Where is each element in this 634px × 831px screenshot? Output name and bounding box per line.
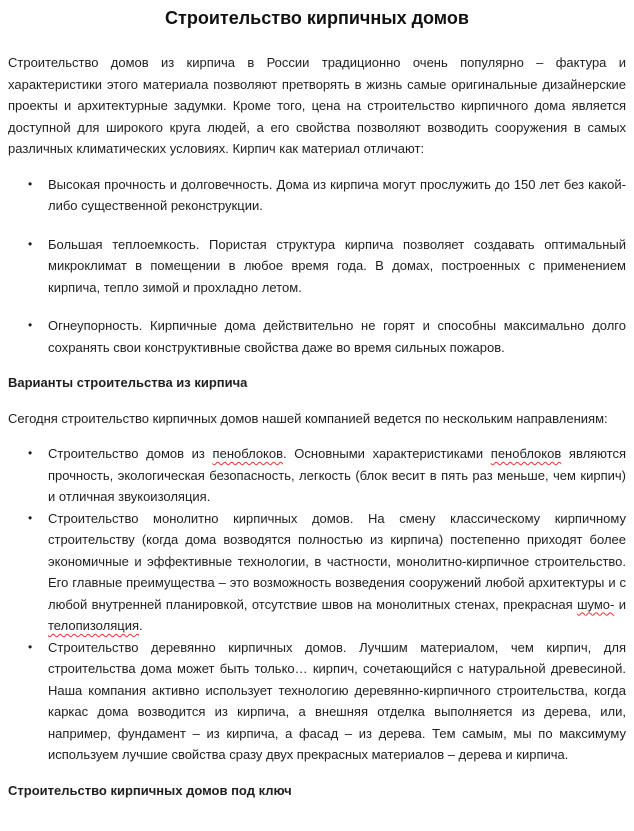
text-segment: и	[614, 596, 627, 612]
brick-advantages-list	[8, 174, 626, 359]
list-item-text	[48, 234, 626, 299]
list-item-text	[48, 443, 626, 508]
list-item	[8, 443, 626, 508]
misspelled-word: пеноблоков	[490, 446, 562, 461]
text-segment: Строительство домов из	[48, 446, 213, 461]
intro-paragraph: Строительство домов из кирпича в России традиционно очень популярно – фактура и характеристики этого материала позволяют претворять в жизнь самые оригинальные дизайнерские проекты и архитектурные задумки. Кроме того, цена на строительство кирпичного дома является доступной для широкого круга людей, а его свойства позволяют возводить сооружения в самых различных климатических условиях. Кирпич как материал отличают:	[8, 55, 626, 156]
list-item-text	[48, 174, 626, 217]
text-segment: Большая теплоемкость. Пористая структура кирпича позволяет создавать оптимальный микроклимат в помещении в любое время года. В домах, построенных с применением кирпича, тепло зимой и прохладно летом.	[48, 236, 626, 295]
list-item	[8, 315, 626, 358]
text-segment: являются прочность, экологическая безопасность, легкость (блок весит в пять раз меньше, чем кирпич) и отличная звукоизоляция.	[48, 446, 627, 504]
bullet-icon: •	[28, 176, 33, 191]
list-item-text	[48, 315, 626, 358]
directions-paragraph: Сегодня строительство кирпичных домов нашей компанией ведется по нескольким направлениям:	[8, 410, 608, 426]
text-segment: .	[139, 618, 143, 633]
list-item	[8, 637, 626, 766]
document-title: Строительство кирпичных домов	[165, 8, 469, 28]
list-item-text	[48, 637, 626, 766]
text-segment: Строительство монолитно кирпичных домов. На смену классическому кирпичному строительству (когда дома возводятся полностью из кирпича) постепенно приходят более экономичные и эффективные технологии, в частности, монолитно-кирпичное строительство. Его главные преимущества – это возможность возведения сооружений любой архитектуры и с любой внутренней планировкой, отсутствие швов на монолитных стенах, прекрасная	[48, 510, 626, 612]
text-segment: . Основными характеристиками	[283, 446, 491, 461]
list-item	[8, 234, 626, 299]
construction-types-list	[8, 443, 626, 766]
bullet-icon: •	[28, 510, 33, 525]
bullet-icon: •	[28, 318, 33, 332]
section-heading-variants: Варианты строительства из кирпича	[8, 375, 248, 390]
bullet-icon: •	[28, 446, 33, 460]
text-segment: Высокая прочность и долговечность. Дома из кирпича могут прослужить до 150 лет без какой-либо существенной реконструкции.	[48, 176, 626, 213]
text-segment: Строительство деревянно кирпичных домов. Лучшим материалом, чем кирпич, для строительства дома может быть только… кирпич, сочетающийся с натуральной древесиной. Наша компания активно использует технологию деревянно-кирпичного строительства, когда каркас дома возводится из кирпича, а внешняя отделка выполняется из дерева, или, например, фундамент – из кирпича, а фасад – из дерева. Тем самым, мы по максимуму используем лучшие свойства сразу двух прекрасных материалов – дерева и кирпича.	[48, 639, 626, 762]
text-segment: Огнеупорность. Кирпичные дома действительно не горят и способны максимально долго сохранять свои конструктивные свойства даже во время сильных пожаров.	[48, 318, 626, 355]
list-item	[8, 508, 626, 637]
section-heading-turnkey: Строительство кирпичных домов под ключ	[8, 782, 292, 798]
misspelled-word: шумо-	[577, 596, 615, 612]
bullet-icon: •	[28, 236, 33, 251]
misspelled-word: телопизоляция	[48, 618, 139, 633]
list-item-text	[48, 508, 626, 637]
list-item	[8, 174, 626, 217]
bullet-icon: •	[28, 639, 33, 654]
misspelled-word: пеноблоков	[212, 446, 284, 461]
